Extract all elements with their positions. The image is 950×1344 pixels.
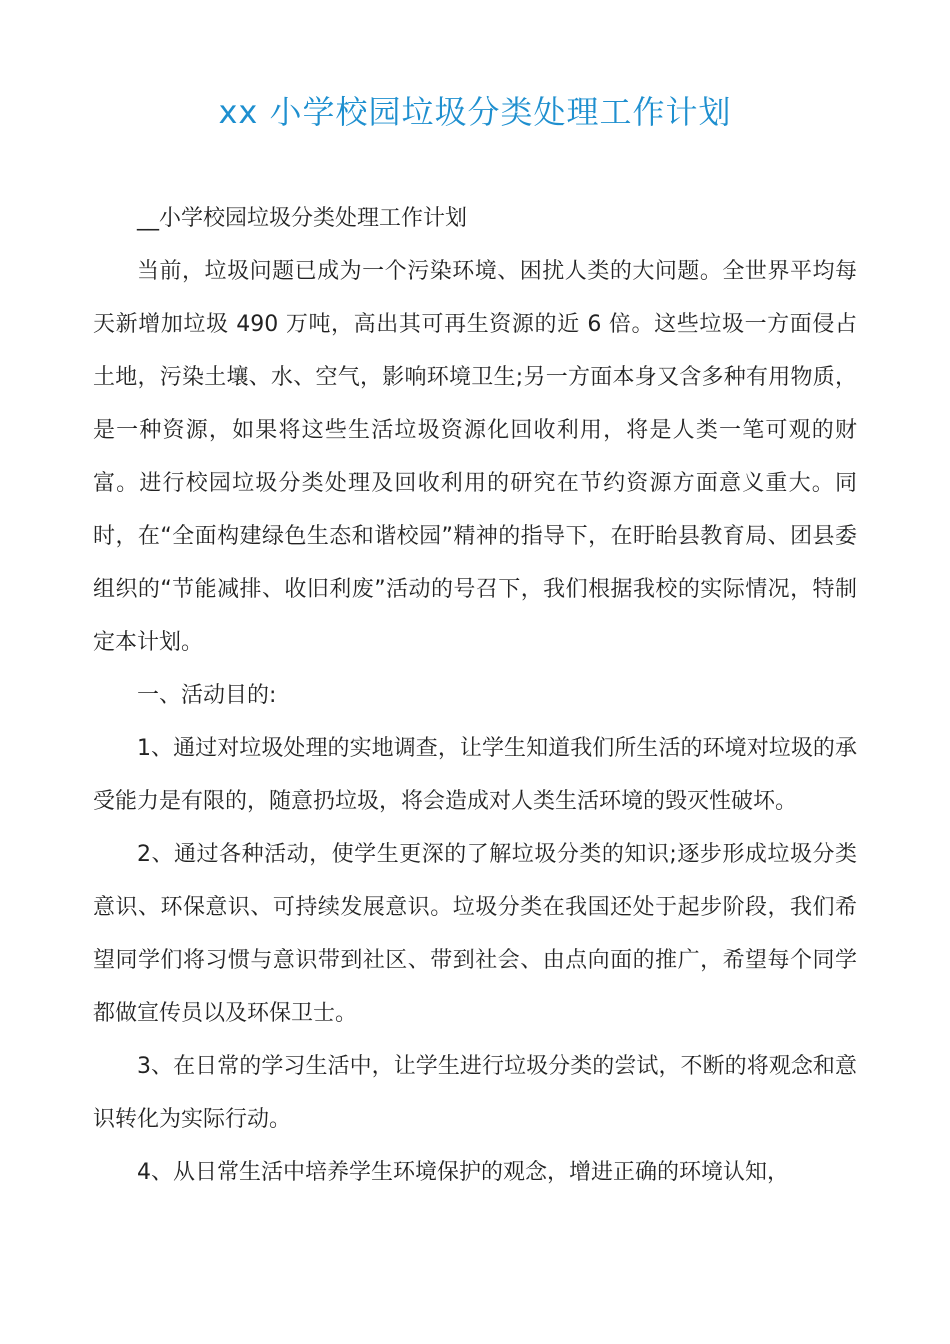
goal-item-3: 3、在日常的学习生活中，让学生进行垃圾分类的尝试，不断的将观念和意识转化为实际行动。 [93,1054,857,1132]
goal-item-1: 1、通过对垃圾处理的实地调查，让学生知道我们所生活的环境对垃圾的承受能力是有限的，随意扔垃圾，将会造成对人类生活环境的毁灭性破坏。 [93,736,857,814]
goal-item-2: 2、通过各种活动，使学生更深的了解垃圾分类的知识;逐步形成垃圾分类意识、环保意识、可持续发展意识。垃圾分类在我国还处于起步阶段，我们希望同学们将习惯与意识带到社区、带到社会、由点向面的推广，希望每个同学都做宣传员以及环保卫士。 [93,842,857,1026]
document-title: xx 小学校园垃圾分类处理工作计划 [218,93,732,131]
document-body [93,192,857,1199]
subtitle-paragraph: __小学校园垃圾分类处理工作计划 [137,206,468,231]
goal-item-4: 4、从日常生活中培养学生环境保护的观念，增进正确的环境认知， [137,1160,789,1185]
section-heading: 一、活动目的: [137,683,277,708]
intro-paragraph: 当前，垃圾问题已成为一个污染环境、困扰人类的大问题。全世界平均每天新增加垃圾 490 万吨，高出其可再生资源的近 6 倍。这些垃圾一方面侵占土地，污染土壤、水、空气，影响环境卫生;另一方面本身又含多种有用物质，是一种资源，如果将这些生活垃圾资源化回收利用，将是人类一笔可观的财富。进行校园垃圾分类处理及回收利用的研究在节约资源方面意义重大。同时，在“全面构建绿色生态和谐校园”精神的指导下，在盱眙县教育局、团县委组织的“节能减排、收旧利废”活动的号召下，我们根据我校的实际情况，特制定本计划。 [93,259,857,655]
